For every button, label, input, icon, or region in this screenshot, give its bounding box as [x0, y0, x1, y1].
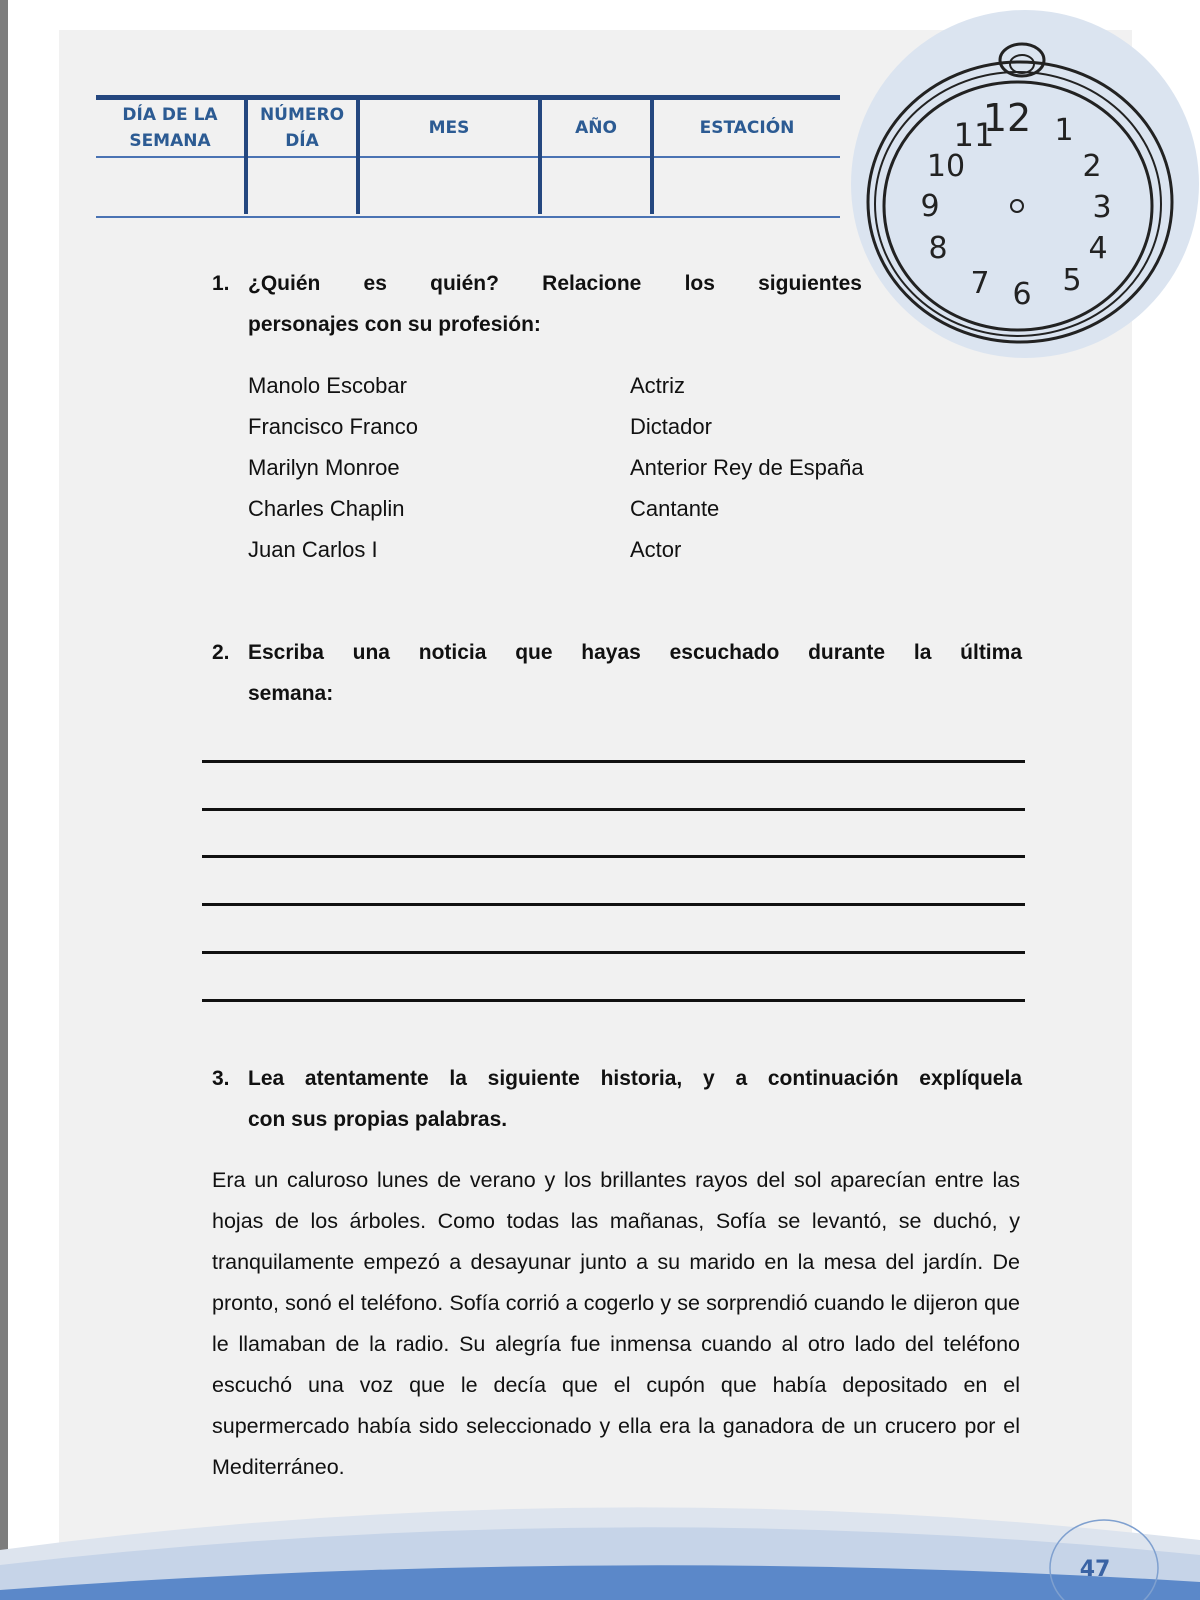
- clock-illustration: [850, 8, 1200, 360]
- profession: Dictador: [630, 414, 712, 439]
- question-1-line-2: personajes con su profesión:: [248, 313, 541, 336]
- question-2-line-1: Escriba una noticia que hayas escuchado durante la última: [248, 641, 1022, 664]
- question-2-line-2: semana:: [248, 682, 334, 705]
- list-item: [248, 529, 948, 570]
- answer-line[interactable]: [202, 760, 1025, 763]
- date-table: [96, 95, 840, 218]
- answer-line[interactable]: [202, 951, 1025, 954]
- header-season: ESTACIÓN: [699, 118, 795, 138]
- answer-line[interactable]: [202, 903, 1025, 906]
- day-of-week-field[interactable]: [96, 158, 244, 212]
- question-3-line-2: con sus propias palabras.: [248, 1108, 508, 1131]
- footer-wave: [0, 1490, 1200, 1600]
- clock-number: 7: [970, 266, 990, 301]
- season-field[interactable]: [654, 158, 840, 212]
- clock-number: 5: [1062, 263, 1082, 298]
- clock-number: 3: [1092, 190, 1112, 225]
- header-year: AÑO: [575, 118, 617, 138]
- question-2: [212, 632, 1022, 714]
- person-name: Manolo Escobar: [248, 373, 407, 398]
- page-number: 47: [1079, 1557, 1111, 1582]
- day-number-field[interactable]: [248, 158, 356, 212]
- profession: Actor: [630, 537, 682, 562]
- profession: Cantante: [630, 496, 720, 521]
- profession: Actriz: [630, 373, 685, 398]
- clock-icon: [850, 8, 1200, 360]
- answer-line[interactable]: [202, 999, 1025, 1002]
- person-name: Marilyn Monroe: [248, 455, 400, 480]
- viewer-left-edge: [0, 0, 8, 1600]
- clock-number: 1: [1054, 113, 1074, 148]
- profession: Anterior Rey de España: [630, 455, 864, 480]
- matching-list: [248, 365, 948, 570]
- answer-line[interactable]: [202, 808, 1025, 811]
- question-1-line-1: ¿Quién es quién? Relacione los siguientes: [248, 272, 862, 295]
- question-3-line-1: Lea atentamente la siguiente historia, y a continuación explíquela: [248, 1067, 1022, 1090]
- clock-number: 12: [982, 96, 1032, 140]
- wave-decoration: [0, 1490, 1200, 1600]
- list-item: [248, 406, 948, 447]
- list-item: [248, 488, 948, 529]
- header-month: MES: [428, 118, 470, 138]
- question-1: [212, 263, 862, 345]
- clock-number: 9: [920, 189, 940, 224]
- question-number: 3.: [212, 1067, 230, 1090]
- question-3: [212, 1058, 1022, 1140]
- list-item: [248, 447, 948, 488]
- question-number: 1.: [212, 272, 230, 295]
- clock-number: 6: [1012, 277, 1032, 312]
- person-name: Francisco Franco: [248, 414, 418, 439]
- year-field[interactable]: [542, 158, 650, 212]
- clock-number: 11: [953, 116, 995, 154]
- question-number: 2.: [212, 641, 230, 664]
- clock-number: 2: [1082, 149, 1102, 184]
- month-field[interactable]: [360, 158, 538, 212]
- clock-number: 10: [926, 149, 966, 184]
- person-name: Juan Carlos I: [248, 537, 378, 562]
- header-day-number: NÚMERO DÍA: [259, 105, 345, 151]
- header-day-of-week: DÍA DE LA SEMANA: [122, 105, 218, 151]
- clock-number: 8: [928, 231, 948, 266]
- clock-number: 4: [1088, 231, 1108, 266]
- story-paragraph: Era un caluroso lunes de verano y los brillantes rayos del sol aparecían entre las hojas de los árboles. Como todas las mañanas, Sofía se levantó, se duchó, y tranquilamente empezó a desayunar junto a su marido en la mesa del jardín. De pronto, sonó el teléfono. Sofía corrió a cogerlo y se sorprendió cuando le dijeron que le llamaban de la radio. Su alegría fue inmensa cuando al otro lado del teléfono escuchó una voz que le decía que el cupón que había depositado en el supermercado había sido seleccionado y ella era la ganadora de un crucero por el Mediterráneo.: [212, 1168, 1020, 1479]
- list-item: [248, 365, 948, 406]
- answer-line[interactable]: [202, 855, 1025, 858]
- person-name: Charles Chaplin: [248, 496, 405, 521]
